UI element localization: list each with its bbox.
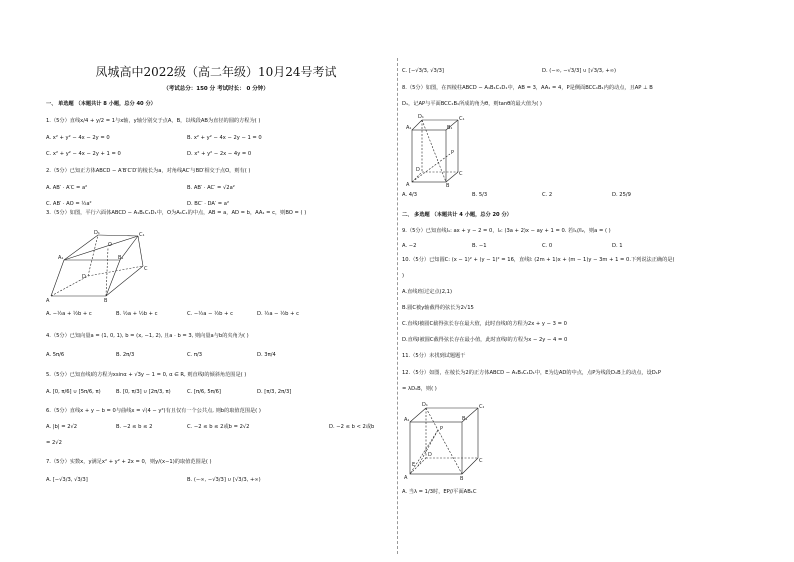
q4-option-b: B. 2π/3 <box>116 352 135 358</box>
q5-option-c: C. [π/6, 5π/6] <box>187 389 221 395</box>
question-1: 1.（5分）直线x/4 + y/2 = 1与x轴，y轴分别交于点A，B，以线段AB为直径的圆的方程为( ) <box>46 118 261 124</box>
q12-option-a: A. 当λ = 1/3时，EP//平面AB₁C <box>402 489 477 495</box>
q5-option-a: A. [0, π/6] ∪ [5π/6, π) <box>46 389 101 395</box>
svg-text:C: C <box>479 458 483 464</box>
q5-option-b: B. [0, π/3] ∪ [2π/3, π) <box>116 389 171 395</box>
q8-option-a: A. 4/3 <box>402 192 418 198</box>
question-12-continued: = λD₁B，则( ) <box>402 386 437 392</box>
q10-option-a: A.直线l恒过定点(2,1) <box>402 289 452 295</box>
question-8: 8.（5分）如图，在四棱柱ABCD − A₁B₁C₁D₁中，AB = 3，AA₁ = 4，P是侧面BCC₁B₁内的动点，且AP ⊥ B <box>402 85 653 91</box>
q6-option-b: B. −2 ≤ b ≤ 2 <box>116 424 153 430</box>
q4-option-c: C. π/3 <box>187 352 203 358</box>
q6-option-c: C. −2 ≤ b ≤ 2或b = 2√2 <box>187 424 250 430</box>
svg-text:D₁: D₁ <box>94 230 100 236</box>
question-11: 11.（5分）未找到试题题干 <box>402 353 466 359</box>
q2-option-c: C. AB′ · AO = ½a² <box>46 201 92 207</box>
q1-option-a: A. x² + y² − 4x − 2y = 0 <box>46 135 110 141</box>
svg-text:C: C <box>144 266 148 272</box>
q6-option-a: A. |b| = 2√2 <box>46 424 78 430</box>
svg-text:A₁: A₁ <box>404 417 410 423</box>
q9-option-c: C. 0 <box>542 243 553 249</box>
q6-option-d-continued: = 2√2 <box>46 440 62 446</box>
right-column <box>402 0 754 562</box>
question-7: 7.（5分）实数x，y满足x² + y² + 2x = 0，则y/(x−1)的取值范围是( ) <box>46 459 212 465</box>
q8-option-c: C. 2 <box>542 192 553 198</box>
q7-option-b: B. (−∞, −√3/3] ∪ [√3/3, +∞) <box>187 477 261 483</box>
svg-text:A₁: A₁ <box>406 125 412 131</box>
column-divider <box>397 58 398 554</box>
svg-text:D: D <box>82 274 86 280</box>
question-3: 3.（5分）如图，平行六面体ABCD − A₁B₁C₁D₁中，O为A₁C₁的中点，AB = a，AD = b，AA₁ = c，则BO = ( ) <box>46 210 307 216</box>
q1-option-b: B. x² + y² − 4x − 2y − 1 = 0 <box>187 135 262 141</box>
svg-text:A: A <box>406 182 410 187</box>
svg-text:C₁: C₁ <box>459 116 465 122</box>
question-4: 4.（5分）已知向量a = (1, 0, 1), b = (x, −1, 2), 且a · b = 3, 则向量a与b的夹角为( ) <box>46 333 249 339</box>
q2-option-d: D. BC′ · DA′ = a² <box>187 201 230 207</box>
q3-option-d: D. ½a − ½b + c <box>257 311 299 317</box>
q2-option-b: B. AB′ · AC′ = √2a² <box>187 185 235 191</box>
q5-option-d: D. [π/3, 2π/3] <box>257 389 292 395</box>
q8-option-b: B. 5/3 <box>472 192 488 198</box>
svg-text:D₁: D₁ <box>422 402 428 408</box>
q1-option-d: D. x² + y² − 2x − 4y = 0 <box>187 151 252 157</box>
svg-text:B₁: B₁ <box>118 255 124 261</box>
left-column <box>40 0 392 562</box>
q10-option-c: C.直线l被圆C截得弦长存在最大值，此时直线l的方程为2x + y − 3 = 0 <box>402 321 567 327</box>
svg-text:B: B <box>460 476 464 480</box>
svg-text:B₁: B₁ <box>462 416 468 422</box>
question-2: 2.（5分）已知正方体ABCD − A′B′C′D′的棱长为a，对角线AC′与BD′相交于点O，则有( ) <box>46 168 251 174</box>
q1-option-c: C. x² + y² − 4x − 2y + 1 = 0 <box>46 151 121 157</box>
svg-text:D: D <box>416 167 420 173</box>
q7-option-a: A. [−√3/3, √3/3] <box>46 477 88 483</box>
section-1-heading: 一、 单选题 （本题共计 8 小题，总分 40 分） <box>46 101 156 107</box>
q3-option-b: B. ½a + ½b + c <box>116 311 158 317</box>
svg-text:P: P <box>440 426 444 432</box>
svg-text:A: A <box>46 298 50 303</box>
svg-text:A₁: A₁ <box>58 255 64 261</box>
q7-option-d: D. (−∞, −√3/3] ∪ [√3/3, +∞) <box>542 68 617 74</box>
q8-option-d: D. 25/9 <box>612 192 631 198</box>
q3-option-c: C. −½a − ½b + c <box>187 311 233 317</box>
exam-title: 凤城高中2022级（高二年级）10月24号考试 <box>95 65 337 79</box>
svg-text:D₁: D₁ <box>418 114 424 120</box>
section-2-heading: 二、 多选题 （本题共计 4 小题，总分 20 分） <box>402 212 512 218</box>
svg-text:C: C <box>459 171 463 177</box>
question-8-continued: D₁，记AP与平面BCC₁B₁所成的角为θ，则tanθ的最大值为( ) <box>402 101 542 107</box>
q10-option-d: D.直线l被圆C截得弦长存在最小值，此时直线l的方程为x − 2y − 4 = 0 <box>402 337 568 343</box>
exam-subtitle: （考试总分：150 分 考试时长： 0 分钟） <box>163 86 269 92</box>
q10-option-b: B.圆C被y轴截得的弦长为2√15 <box>402 305 474 311</box>
svg-text:E: E <box>412 462 416 468</box>
q2-option-a: A. AB′ · A′C = a² <box>46 185 88 191</box>
question-9: 9.（5分）已知直线l₁: ax + y − 2 = 0，l₂: (3a + 2)x − ay + 1 = 0. 若l₁//l₂，则a = ( ) <box>402 228 611 234</box>
svg-text:B₁: B₁ <box>447 125 453 131</box>
svg-text:A: A <box>404 475 408 480</box>
q4-option-a: A. 5π/6 <box>46 352 65 358</box>
question-5: 5.（5分）已知直线l的方程为xsinα + √3y − 1 = 0, α ∈ R, 则直线l的倾斜角范围是( ) <box>46 372 247 378</box>
svg-text:P: P <box>451 150 455 156</box>
q9-option-d: D. 1 <box>612 243 623 249</box>
svg-text:B: B <box>446 183 450 187</box>
prism-figure <box>404 112 466 187</box>
question-10: 10.（5分）已知圆C: (x − 1)² + (y − 1)² = 16，直线l: (2m + 1)x + (m − 1)y − 3m + 1 = 0.下列说法正确的是( <box>402 257 675 263</box>
svg-text:O: O <box>108 242 112 248</box>
q3-option-a: A. −½a + ½b + c <box>46 311 92 317</box>
svg-text:C₁: C₁ <box>479 404 484 410</box>
q6-option-d: D. −2 ≤ b < 2或b <box>329 424 375 430</box>
q9-option-b: B. −1 <box>472 243 487 249</box>
question-6: 6.（5分）直线x + y − b = 0与曲线x = √(4 − y²)有且仅有一个公共点, 则b的取值范围是( ) <box>46 408 261 414</box>
q4-option-d: D. 3π/4 <box>257 352 276 358</box>
question-10-continued: ) <box>402 273 405 279</box>
q9-option-a: A. −2 <box>402 243 417 249</box>
question-12: 12.（5分）如图，在棱长为2的正方体ABCD − A₁B₁C₁D₁中，E为边AD的中点，点P为线段D₁B上的动点，设D₁P <box>402 370 661 376</box>
cube-figure <box>404 400 484 480</box>
svg-text:B: B <box>104 298 108 303</box>
svg-text:D: D <box>428 452 432 458</box>
q7-option-c: C. [−√3/3, √3/3] <box>402 68 444 74</box>
parallelepiped-figure <box>46 228 156 303</box>
svg-text:C₁: C₁ <box>139 232 145 238</box>
